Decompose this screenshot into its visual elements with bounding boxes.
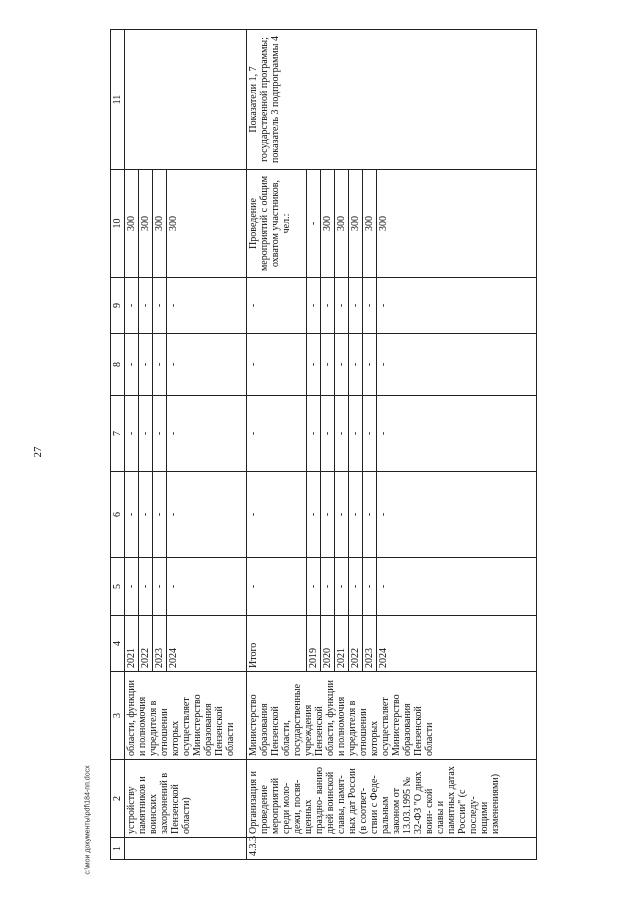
cell-value: - xyxy=(349,558,363,616)
cell-value: - xyxy=(167,334,247,396)
cell-value: - xyxy=(247,472,307,558)
cell-value: - xyxy=(247,334,307,396)
cell-value: - xyxy=(335,396,349,472)
col-header-6: 6 xyxy=(111,472,125,558)
cell-value: - xyxy=(139,472,153,558)
cell-num xyxy=(125,838,247,860)
rotated-table-container xyxy=(110,30,630,860)
cell-value: - xyxy=(307,396,321,472)
footer-file-path: c:\мои документы\pdf\184-пп.docx xyxy=(84,765,92,875)
cell-value: - xyxy=(125,396,139,472)
cell-value: - xyxy=(139,334,153,396)
cell-value: - xyxy=(139,278,153,334)
cell-value: - xyxy=(321,334,335,396)
program-table xyxy=(110,29,537,860)
cell-value: - xyxy=(363,396,377,472)
cell-value: - xyxy=(167,558,247,616)
cell-value: - xyxy=(153,278,167,334)
cell-year: 2024 xyxy=(167,616,247,672)
cell-value: - xyxy=(167,472,247,558)
cell-activity: Организация и проведение мероприятий среди моло- дежи, посвя- щенных праздно- ванию дней воинской славы, памят- ных дат России (в соответ- ствии с Феде- ральным законом от 13.03.1995 № 32-ФЗ "О днях воин- ской славы и памятных датах России" (с последу- ющими изменениями) xyxy=(247,760,537,838)
cell-value: 300 xyxy=(377,170,537,278)
table-row-total xyxy=(247,30,307,860)
cell-value: - xyxy=(125,558,139,616)
cell-value: - xyxy=(349,396,363,472)
col-header-9: 9 xyxy=(111,278,125,334)
col-header-4: 4 xyxy=(111,616,125,672)
cell-value: - xyxy=(377,278,537,334)
cell-indicators: Показатели 1, 7 государственной программы; показатель 3 подпрограммы 4 xyxy=(247,30,537,170)
cell-value: 300 xyxy=(125,170,139,278)
cell-value: 300 xyxy=(153,170,167,278)
cell-value: - xyxy=(335,558,349,616)
cell-value: - xyxy=(307,558,321,616)
cell-year: 2023 xyxy=(153,616,167,672)
cell-value: - xyxy=(377,472,537,558)
col-header-2: 2 xyxy=(111,760,125,838)
cell-indicators xyxy=(125,30,247,170)
cell-value: - xyxy=(247,278,307,334)
cell-value: - xyxy=(247,558,307,616)
cell-value: 300 xyxy=(349,170,363,278)
cell-value: - xyxy=(363,558,377,616)
col-header-11: 11 xyxy=(111,30,125,170)
cell-activity: устройству памятников и воинских захоронений в Пензенской области) xyxy=(125,760,247,838)
cell-value: - xyxy=(377,558,537,616)
cell-year: 2022 xyxy=(349,616,363,672)
cell-year: 2021 xyxy=(125,616,139,672)
cell-value: - xyxy=(349,472,363,558)
cell-value: 300 xyxy=(335,170,349,278)
cell-value: - xyxy=(153,396,167,472)
col-header-8: 8 xyxy=(111,334,125,396)
cell-value: - xyxy=(153,558,167,616)
col-header-1: 1 xyxy=(111,838,125,860)
cell-value: - xyxy=(335,334,349,396)
cell-value: - xyxy=(349,334,363,396)
cell-value: - xyxy=(125,334,139,396)
cell-value: - xyxy=(377,396,537,472)
cell-value: - xyxy=(377,334,537,396)
cell-value: - xyxy=(335,278,349,334)
cell-value: - xyxy=(153,334,167,396)
cell-value: - xyxy=(153,472,167,558)
cell-year: 2021 xyxy=(335,616,349,672)
cell-value: - xyxy=(335,472,349,558)
cell-year: 2020 xyxy=(321,616,335,672)
cell-value: - xyxy=(125,472,139,558)
cell-value: - xyxy=(363,334,377,396)
cell-year: 2023 xyxy=(363,616,377,672)
cell-year: 2022 xyxy=(139,616,153,672)
cell-value: - xyxy=(349,278,363,334)
cell-value: 300 xyxy=(321,170,335,278)
cell-value: - xyxy=(139,558,153,616)
cell-value: - xyxy=(307,334,321,396)
cell-value: - xyxy=(307,472,321,558)
cell-value: 300 xyxy=(363,170,377,278)
cell-value: 300 xyxy=(167,170,247,278)
cell-value: - xyxy=(167,396,247,472)
cell-value: - xyxy=(307,170,321,278)
cell-executor: Министерство образования Пензенской области, государственные учреждения Пензенской области, функции и полномочия учредителя в отношении которых осуществляет Министерство образования Пензенской области xyxy=(247,672,537,760)
col-header-7: 7 xyxy=(111,396,125,472)
cell-num: 4.3.3 xyxy=(247,838,537,860)
cell-value: - xyxy=(125,278,139,334)
cell-indicator-description: Проведение мероприятий с общим охватом участников, чел.: xyxy=(247,170,307,278)
header-row xyxy=(111,30,125,860)
page-number: 27 xyxy=(32,446,44,458)
cell-value: - xyxy=(321,278,335,334)
cell-value: - xyxy=(321,472,335,558)
cell-value: - xyxy=(321,396,335,472)
col-header-10: 10 xyxy=(111,170,125,278)
cell-year: 2024 xyxy=(377,616,537,672)
cell-value: - xyxy=(167,278,247,334)
table-row xyxy=(125,30,139,860)
cell-value: 300 xyxy=(139,170,153,278)
cell-year: 2019 xyxy=(307,616,321,672)
cell-value: - xyxy=(321,558,335,616)
cell-value: - xyxy=(247,396,307,472)
cell-executor: области, функции и полномочия учредителя в отношении которых осуществляет Министерство образования Пензенской области xyxy=(125,672,247,760)
cell-value: - xyxy=(307,278,321,334)
cell-value: - xyxy=(139,396,153,472)
col-header-5: 5 xyxy=(111,558,125,616)
cell-value: - xyxy=(363,278,377,334)
col-header-3: 3 xyxy=(111,672,125,760)
cell-year: Итого xyxy=(247,616,307,672)
cell-value: - xyxy=(363,472,377,558)
